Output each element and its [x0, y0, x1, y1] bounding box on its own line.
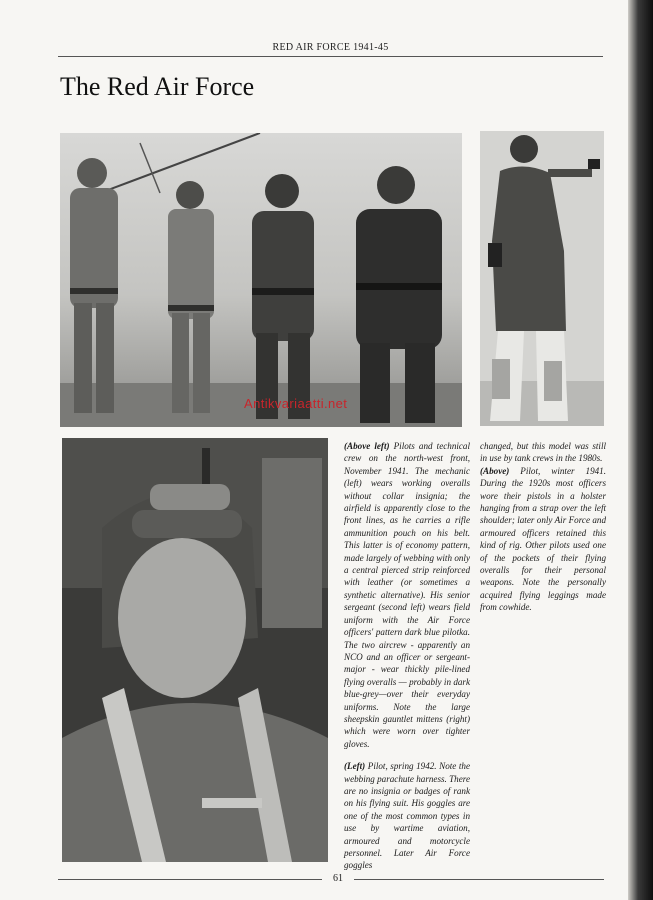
group-photo [60, 133, 462, 427]
pilot-portrait-photo [62, 438, 328, 862]
caption-text: Pilot, winter 1941. During the 1920s most officers wore their pistols in a holster hanging from a strap over the left shoulder; later only Air Force and armoured officers retained this kind of rig. Other pilots used one of the pockets of their flying overalls for their personal weapons. Note the personally acquired flying leggings made from cowhide. [480, 465, 606, 613]
watermark-text: Antikvariaatti.net [244, 396, 348, 411]
running-header: RED AIR FORCE 1941-45 [272, 42, 389, 53]
page-title: The Red Air Force [60, 72, 255, 101]
header-rule [58, 56, 603, 57]
caption-above-left [344, 440, 470, 750]
footer-rule-left [58, 879, 322, 880]
pilot-pistol-photo [480, 131, 604, 426]
caption-label: (Left) [344, 761, 366, 772]
caption-left [344, 760, 470, 872]
page-number: 61 [333, 873, 343, 884]
footer-rule-right [354, 879, 604, 880]
caption-column-right [480, 440, 606, 624]
caption-column-left [344, 440, 470, 882]
caption-label: (Above) [480, 465, 510, 476]
caption-text: Pilots and technical crew on the north-west front, November 1941. The mechanic (left) wears working overalls without collar insignia; the airfield is apparently close to the front lines, as he carries a rifle ammunition pouch on his belt. This latter is of economy pattern, made largely of webbing with only a central pierced strip reinforced with leather (or sometimes a synthetic alternative). His senior sergeant (second left) wears field uniform with the Air Force officers' pattern dark blue pilotka. The two aircrew - apparently an NCO and an officer or sergeant-major - wear thickly pile-lined flying overalls — probably in dark blue-grey—over their everyday uniforms. Note the large sheepskin gauntlet mittens (right) which were worn over tighter gloves. [344, 441, 470, 749]
caption-text: changed, but this model was still in use by tank crews in the 1980s. [480, 441, 606, 464]
book-gutter-edge [628, 0, 653, 900]
caption-label: (Above left) [344, 441, 390, 451]
caption-continued [480, 440, 606, 465]
caption-above [480, 465, 606, 614]
caption-text: Pilot, spring 1942. Note the webbing parachute harness. There are no insignia or badges of rank on his flying suit. His goggles are one of the most common types in use by wartime aviation, armoured and motorcycle personnel. Later Air Force goggles [344, 761, 470, 871]
